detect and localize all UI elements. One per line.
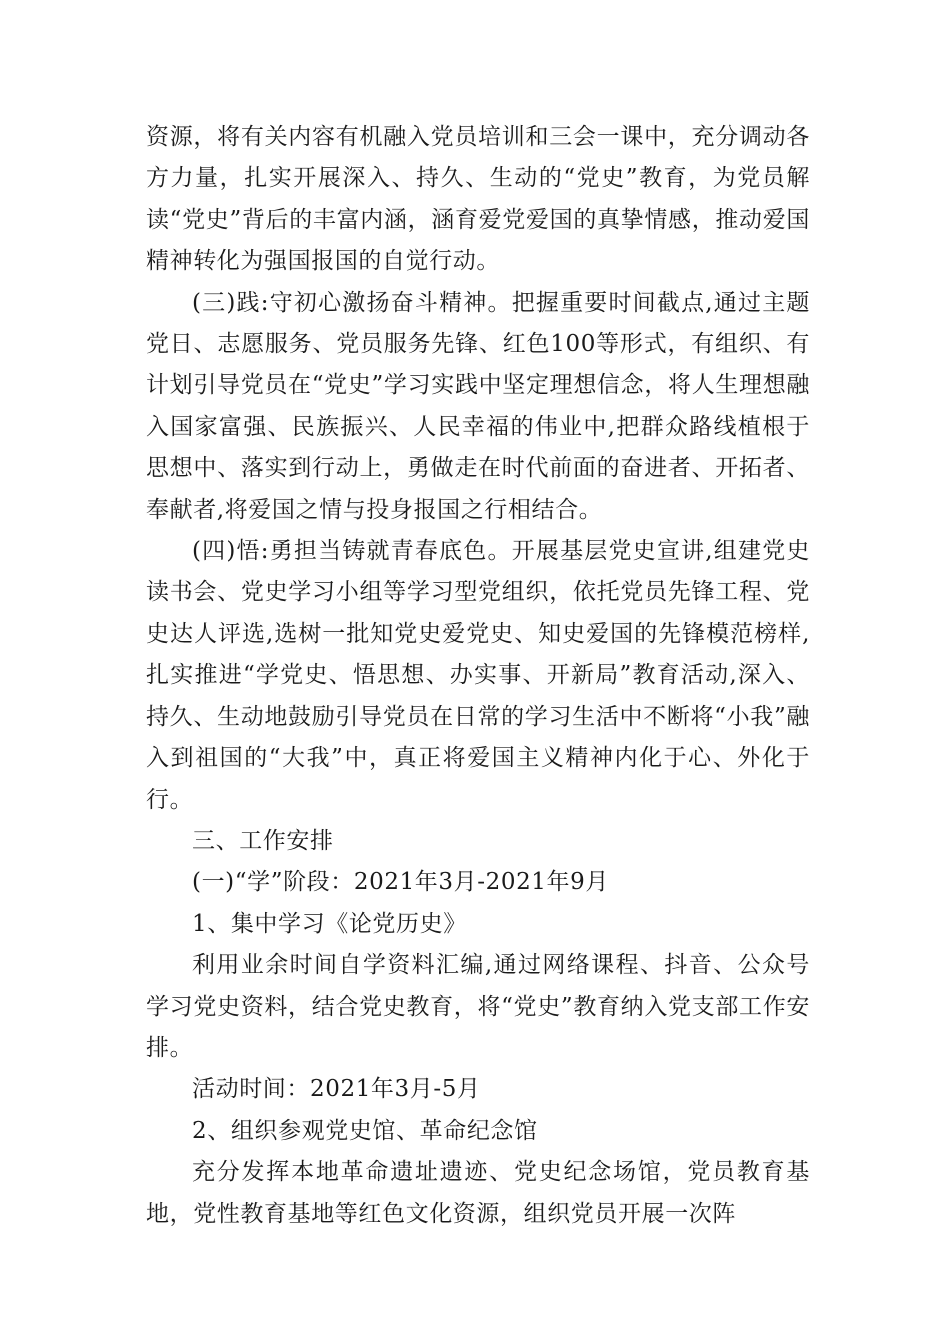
item-heading-1: 1、集中学习《论党历史》	[192, 910, 467, 937]
activity-time: 活动时间：2021年3月-5月	[192, 1076, 481, 1103]
section-heading-work-arrangement: 三、工作安排	[192, 827, 334, 854]
paragraph-understanding: (四)悟:勇担当铸就青春底色。开展基层党史宣讲,组建党史读书会、党史学习小组等学习型党组织，依托党员先锋工程、党史达人评选,选树一批知党史爱党史、知史爱国的先锋模范榜样,扎实推进“学党史、悟思想、办实事、开新局”教育活动,深入、持久、生动地鼓励引导党员在日常的学习生活中不断将“小我”融入到祖国的“大我”中，真正将爱国主义精神内化于心、外化于行。	[146, 538, 810, 813]
item-heading-2: 2、组织参观党史馆、革命纪念馆	[192, 1117, 538, 1144]
paragraph-continued: 资源，将有关内容有机融入党员培训和三会一课中，充分调动各方力量，扎实开展深入、持久、生动的“党史”教育，为党员解读“党史”背后的丰富内涵，涵育爱党爱国的真挚情感，推动爱国精神转化为强国报国的自觉行动。	[146, 124, 810, 275]
document-body	[146, 117, 810, 1235]
paragraph-self-study: 利用业余时间自学资料汇编,通过网络课程、抖音、公众号学习党史资料，结合党史教育，将“党史”教育纳入党支部工作安排。	[146, 952, 810, 1061]
subsection-heading-study-stage: (一)“学”阶段：2021年3月-2021年9月	[192, 869, 609, 896]
paragraph-practice: (三)践:守初心激扬奋斗精神。把握重要时间截点,通过主题党日、志愿服务、党员服务先锋、红色100等形式，有组织、有计划引导党员在“党史”学习实践中坚定理想信念，将人生理想融入国家富强、民族振兴、人民幸福的伟业中,把群众路线植根于思想中、落实到行动上，勇做走在时代前面的奋进者、开拓者、奉献者,将爱国之情与投身报国之行相结合。	[146, 289, 810, 523]
paragraph-red-resources: 充分发挥本地革命遗址遗迹、党史纪念场馆，党员教育基地，党性教育基地等红色文化资源，组织党员开展一次阵	[146, 1159, 810, 1227]
